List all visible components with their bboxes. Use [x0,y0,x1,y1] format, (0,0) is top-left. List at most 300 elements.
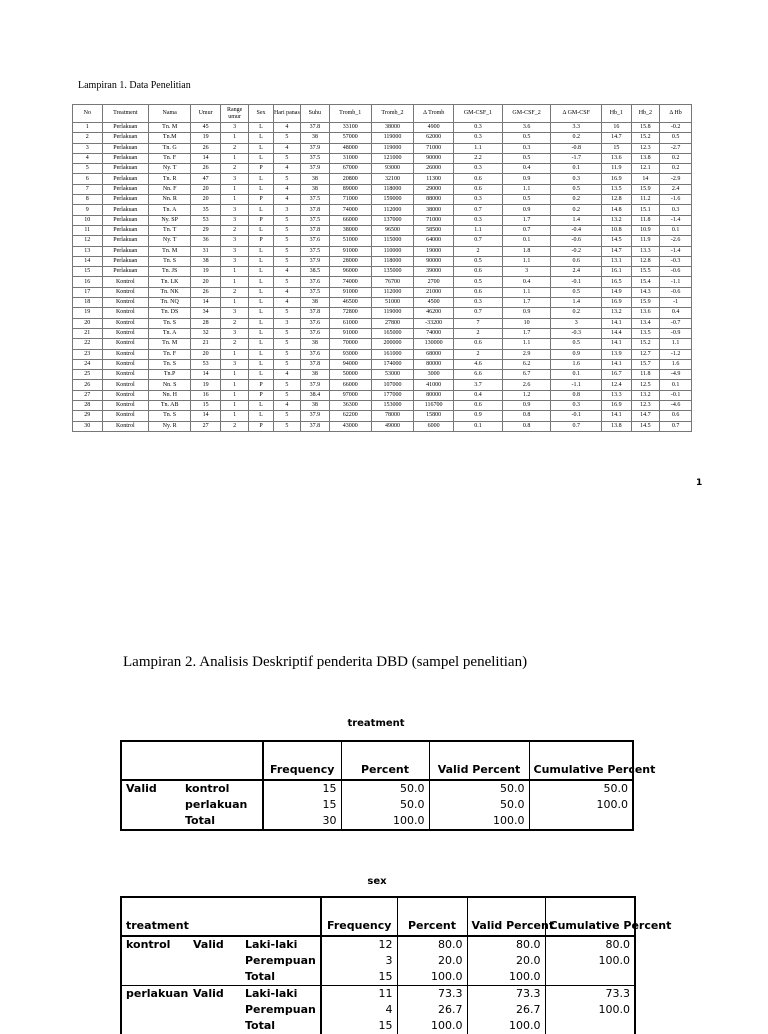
table-cell: 58500 [414,225,454,235]
table-cell: 119000 [371,143,413,153]
table-cell: 11.9 [631,236,660,246]
table-cell: 23 [73,349,103,359]
table-cell: 1 [220,370,249,380]
valid-percent-cell: 100.0 [467,969,545,986]
table-cell: Perlakuan [102,184,148,194]
table-cell: 12.1 [631,164,660,174]
table-cell: 3 [551,318,602,328]
table-cell: 15.2 [631,339,660,349]
table-cell: 3 [220,215,249,225]
table-row [73,339,692,349]
table-cell: Tn. S [149,411,191,421]
table-cell: 11 [73,225,103,235]
table-header-row [73,105,692,123]
table-cell: 2 [220,421,249,431]
table-cell: 37.8 [301,225,330,235]
table-cell: Nn. S [149,380,191,390]
table-cell: Tn. S [149,256,191,266]
table-cell: 32 [191,328,221,338]
column-header: Tromb_2 [371,105,413,123]
table-cell: 72800 [329,308,371,318]
table-row [73,401,692,411]
table-cell: 0.9 [551,349,602,359]
table-cell: Perlakuan [102,195,148,205]
table-cell: 74000 [414,328,454,338]
table-cell: -0.3 [551,328,602,338]
table-cell: 15 [73,267,103,277]
table-cell: 13.2 [602,215,632,225]
column-header: Sex [249,105,273,123]
table-row [73,236,692,246]
table-cell: 0.4 [660,308,692,318]
percent-cell: 73.3 [397,986,467,1003]
column-header: GM-CSF_1 [454,105,503,123]
table-cell: 33100 [329,123,371,133]
table-cell: Tn. T [149,225,191,235]
table-cell: 3 [220,236,249,246]
frequency-cell: 15 [263,797,341,813]
table-cell: 46500 [329,298,371,308]
table-cell: 38000 [371,123,413,133]
row-label: kontrol [181,780,263,797]
valid-percent-cell: 50.0 [429,797,529,813]
table-cell: 53 [191,359,221,369]
table-cell: 11.2 [631,195,660,205]
table-cell: -0.6 [660,267,692,277]
table-cell: 68000 [414,349,454,359]
table-cell: 0.7 [454,236,503,246]
table-body [73,123,692,432]
table-cell: L [249,225,273,235]
table-cell: 20 [73,318,103,328]
table-row [121,797,633,813]
table-cell: 28 [191,318,221,328]
table-row [73,143,692,153]
column-header: Treatment [102,105,148,123]
table-cell: 13.5 [631,328,660,338]
table-row [73,153,692,163]
table-cell: 0.3 [454,298,503,308]
table-cell: 37.5 [301,215,330,225]
table-cell: 115000 [371,236,413,246]
table-cell: Ny. T [149,236,191,246]
valid-percent-cell: 100.0 [467,1018,545,1034]
table-cell: 15.5 [631,267,660,277]
table-cell: Perlakuan [102,205,148,215]
table-cell: 16 [73,277,103,287]
table-cell: 26 [73,380,103,390]
table-cell: 67000 [329,164,371,174]
table-cell: 0.2 [660,153,692,163]
table-cell: 61000 [329,318,371,328]
table-cell: L [249,123,273,133]
frequency-cell: 15 [321,1018,397,1034]
table-cell: 121000 [371,153,413,163]
table-cell: Nn. R [149,195,191,205]
table-cell: 1 [220,267,249,277]
table-cell: Kontrol [102,339,148,349]
valid-label: Valid [193,987,224,1000]
table-cell: 0.8 [502,411,551,421]
table-cell: 74000 [329,277,371,287]
table-cell: 10.9 [631,225,660,235]
table-cell: 91000 [329,328,371,338]
table-cell: 15.9 [631,184,660,194]
percent-cell: 20.0 [397,953,467,969]
cumulative-percent-cell: 73.3 [545,986,635,1003]
table-cell: L [249,174,273,184]
table-cell: 0.5 [502,153,551,163]
table-cell: 88000 [414,195,454,205]
column-header: Δ Hb [660,105,692,123]
table-cell: 47 [191,174,221,184]
table-cell: 110000 [371,246,413,256]
frequency-cell: 11 [321,986,397,1003]
table-cell: P [249,421,273,431]
table-cell: Nn. F [149,184,191,194]
table-cell: 2 [73,133,103,143]
table-cell: 12.8 [631,256,660,266]
table-cell: 5 [273,236,300,246]
table-cell: 174000 [371,359,413,369]
table-cell: Perlakuan [102,143,148,153]
table-cell: 20800 [329,174,371,184]
table-cell: 135000 [371,267,413,277]
table-cell: 38000 [414,205,454,215]
table-cell: 16 [602,123,632,133]
table-cell: -0.9 [660,328,692,338]
table-cell: 43000 [329,421,371,431]
table-cell: 91000 [329,287,371,297]
table-cell: 37.6 [301,236,330,246]
table-cell: -0.8 [551,143,602,153]
table-cell: 1 [220,401,249,411]
table-cell: -1.1 [551,380,602,390]
table-cell: 0.1 [660,225,692,235]
table-cell: L [249,308,273,318]
table-cell: 26 [191,164,221,174]
table-row [73,349,692,359]
table-cell: 37.8 [301,205,330,215]
table-cell: 118000 [371,184,413,194]
table-cell: 45 [191,123,221,133]
table-cell: 38000 [329,225,371,235]
table-cell: 64000 [414,236,454,246]
table-cell: 0.5 [454,277,503,287]
table-cell: 2.9 [502,349,551,359]
table-cell: -0.6 [551,236,602,246]
table-cell: 0.4 [502,164,551,174]
valid-percent-cell: 50.0 [429,780,529,797]
table-cell: 3 [220,308,249,318]
table-cell: 5 [273,153,300,163]
table-cell: 3 [220,256,249,266]
table-cell: 13.5 [602,184,632,194]
table-cell: 4 [273,287,300,297]
column-header: Umur [191,105,221,123]
table-cell: L [249,246,273,256]
cumulative-percent-cell [545,1018,635,1034]
table-cell: -0.4 [551,225,602,235]
table-cell: 2 [220,339,249,349]
table-cell: L [249,328,273,338]
table-cell: Tn. JS [149,267,191,277]
page1-title: Lampiran 1. Data Penelitian [78,80,191,91]
table-cell: 49000 [371,421,413,431]
table-cell: 16.5 [602,277,632,287]
table-cell: 3 [273,318,300,328]
table-cell: 14.1 [602,411,632,421]
table-cell: 14 [191,370,221,380]
table-cell: 12.4 [602,380,632,390]
cumulative-percent-cell: 80.0 [545,936,635,953]
table-cell: 37.9 [301,143,330,153]
table-cell: 90000 [414,256,454,266]
row-label: Perempuan [241,1002,321,1018]
table-cell: 14.3 [631,287,660,297]
percent-cell: 26.7 [397,1002,467,1018]
table-cell: 1.1 [502,256,551,266]
table-cell: 66000 [329,380,371,390]
table-cell: Kontrol [102,349,148,359]
table-cell: 16.1 [602,267,632,277]
table-cell: 37.6 [301,328,330,338]
cumulative-percent-cell: 100.0 [545,1002,635,1018]
table-cell: 1 [220,390,249,400]
table-cell: 51000 [371,298,413,308]
table-cell: -1.6 [660,195,692,205]
column-header: GM-CSF_2 [502,105,551,123]
table-cell: 13.4 [631,318,660,328]
table-cell: 4 [273,195,300,205]
table-cell: -2.7 [660,143,692,153]
table-row [73,205,692,215]
cumulative-percent-cell [529,813,633,830]
table-cell: L [249,339,273,349]
table-cell: 153000 [371,401,413,411]
table-cell: 27 [191,421,221,431]
table-cell: -1.1 [660,277,692,287]
table-cell: Perlakuan [102,225,148,235]
table-cell: 29000 [414,184,454,194]
table-cell: 1.8 [502,246,551,256]
table-cell: 6 [73,174,103,184]
table-cell: 13 [73,246,103,256]
table-cell: 28000 [329,256,371,266]
table-cell: 14.8 [602,205,632,215]
table-row [73,370,692,380]
valid-percent-header: Valid Percent [467,897,545,936]
table-cell: 3 [502,267,551,277]
table-cell: L [249,256,273,266]
table-cell: 11300 [414,174,454,184]
table-cell: 5 [273,349,300,359]
table-cell: 5 [273,328,300,338]
table-cell: 29 [73,411,103,421]
table-cell: Perlakuan [102,164,148,174]
table-cell: Kontrol [102,318,148,328]
frequency-cell: 15 [321,969,397,986]
table-cell: 5 [273,256,300,266]
table-cell: Kontrol [102,421,148,431]
table-cell: 0.9 [502,205,551,215]
table-cell: 0.3 [454,133,503,143]
table-cell: 5 [273,308,300,318]
table-cell: 177000 [371,390,413,400]
table-row [73,184,692,194]
table-cell: L [249,298,273,308]
table-cell: 159000 [371,195,413,205]
table-cell: 2 [220,143,249,153]
valid-percent-cell: 26.7 [467,1002,545,1018]
table-cell: 5 [273,174,300,184]
table-cell: 1.1 [502,287,551,297]
table-cell: 62000 [414,133,454,143]
table-cell: Tn. R [149,174,191,184]
table-cell: 0.1 [660,380,692,390]
table-cell: 0.6 [454,287,503,297]
row-label: Total [181,813,263,830]
row-label: perlakuan [181,797,263,813]
table-cell: 94000 [329,359,371,369]
table-cell: 71000 [414,215,454,225]
row-label: Total [241,1018,321,1034]
table-cell: Kontrol [102,390,148,400]
table-cell: 0.6 [454,184,503,194]
table-cell: 31000 [329,153,371,163]
frequency-cell: 3 [321,953,397,969]
table-cell: 9 [73,205,103,215]
column-header: No [73,105,103,123]
table-row [73,225,692,235]
table-cell: 107000 [371,380,413,390]
table-cell: 2 [454,328,503,338]
row-label: Laki-laki [241,986,321,1003]
table-cell: Nn. H [149,390,191,400]
table-cell: Tn. F [149,349,191,359]
frequency-cell: 15 [263,780,341,797]
table-cell: Tn. M [149,246,191,256]
table-cell: 5 [273,277,300,287]
table-cell: 5 [273,421,300,431]
table-cell: 1 [73,123,103,133]
treatment-group-header: treatment [121,897,241,936]
table-row [121,1002,635,1018]
table-cell: 15 [602,143,632,153]
table-cell: 26000 [414,164,454,174]
table-cell: 2 [454,349,503,359]
table-cell: Tn. A [149,205,191,215]
table-cell: 80000 [414,390,454,400]
table-row [73,328,692,338]
table-cell: 53 [191,215,221,225]
table-cell: -0.6 [660,287,692,297]
table-cell: L [249,359,273,369]
table-cell: 16.7 [602,370,632,380]
table-cell: 71000 [329,195,371,205]
table-cell: 37.8 [301,123,330,133]
table-cell: 37.9 [301,256,330,266]
group-label: kontrol [121,936,189,953]
treatment-header-row [121,741,633,780]
table-cell: 13.3 [602,390,632,400]
table-cell: 17 [73,287,103,297]
table-row [121,1018,635,1034]
table-cell: Tn. AB [149,401,191,411]
table-cell: 38.4 [301,390,330,400]
table-cell: 12.5 [631,380,660,390]
table-cell: 5 [273,339,300,349]
table-row [73,267,692,277]
table-cell: 0.6 [454,401,503,411]
table-cell: -0.7 [660,318,692,328]
valid-percent-cell: 73.3 [467,986,545,1003]
table-cell: 21 [73,328,103,338]
table-row [73,390,692,400]
table-cell: Tn. G [149,143,191,153]
table-cell: Ny. SP [149,215,191,225]
table-cell: 35 [191,205,221,215]
treatment-frequency-table [120,740,656,831]
table-cell: 0.7 [660,421,692,431]
table-cell: 34 [191,308,221,318]
table-cell: 37.5 [301,287,330,297]
valid-label: Valid [121,780,181,797]
row-label: Laki-laki [241,936,321,953]
table-cell: 3 [220,205,249,215]
table-cell: 38 [301,370,330,380]
table-row [73,246,692,256]
table-cell: 0.9 [502,401,551,411]
table-cell: 50000 [329,370,371,380]
table-cell: 11.8 [631,370,660,380]
table-cell: 0.3 [454,123,503,133]
table-cell: 13.9 [602,349,632,359]
table-cell: 26 [191,143,221,153]
table-cell: 80000 [414,359,454,369]
table-cell: Kontrol [102,401,148,411]
table-cell: Ny. T [149,164,191,174]
table-cell: 15.7 [631,359,660,369]
table-cell: 1 [220,380,249,390]
table-cell: 13.8 [602,421,632,431]
table-cell: 116700 [414,401,454,411]
table-cell: 6.6 [454,370,503,380]
table-cell: L [249,267,273,277]
table-row [73,308,692,318]
table-cell: 12.7 [631,349,660,359]
table-cell: 24 [73,359,103,369]
table-cell: 14.1 [602,318,632,328]
table-cell: 0.4 [454,390,503,400]
table-cell: P [249,215,273,225]
table-cell: 1.1 [454,143,503,153]
table-cell: Tn.P [149,370,191,380]
table-cell: Ny. R [149,421,191,431]
table-cell: 15.4 [631,277,660,287]
table-cell: 39000 [414,267,454,277]
table-cell: L [249,349,273,359]
table-cell: 19 [73,308,103,318]
valid-label: Valid [193,938,224,951]
table-cell: 10 [73,215,103,225]
table-cell: 12.3 [631,143,660,153]
table-cell: 7 [454,318,503,328]
table-cell: 0.2 [660,164,692,174]
table-cell: 5 [273,246,300,256]
table-cell: L [249,370,273,380]
table-cell: 38.5 [301,267,330,277]
